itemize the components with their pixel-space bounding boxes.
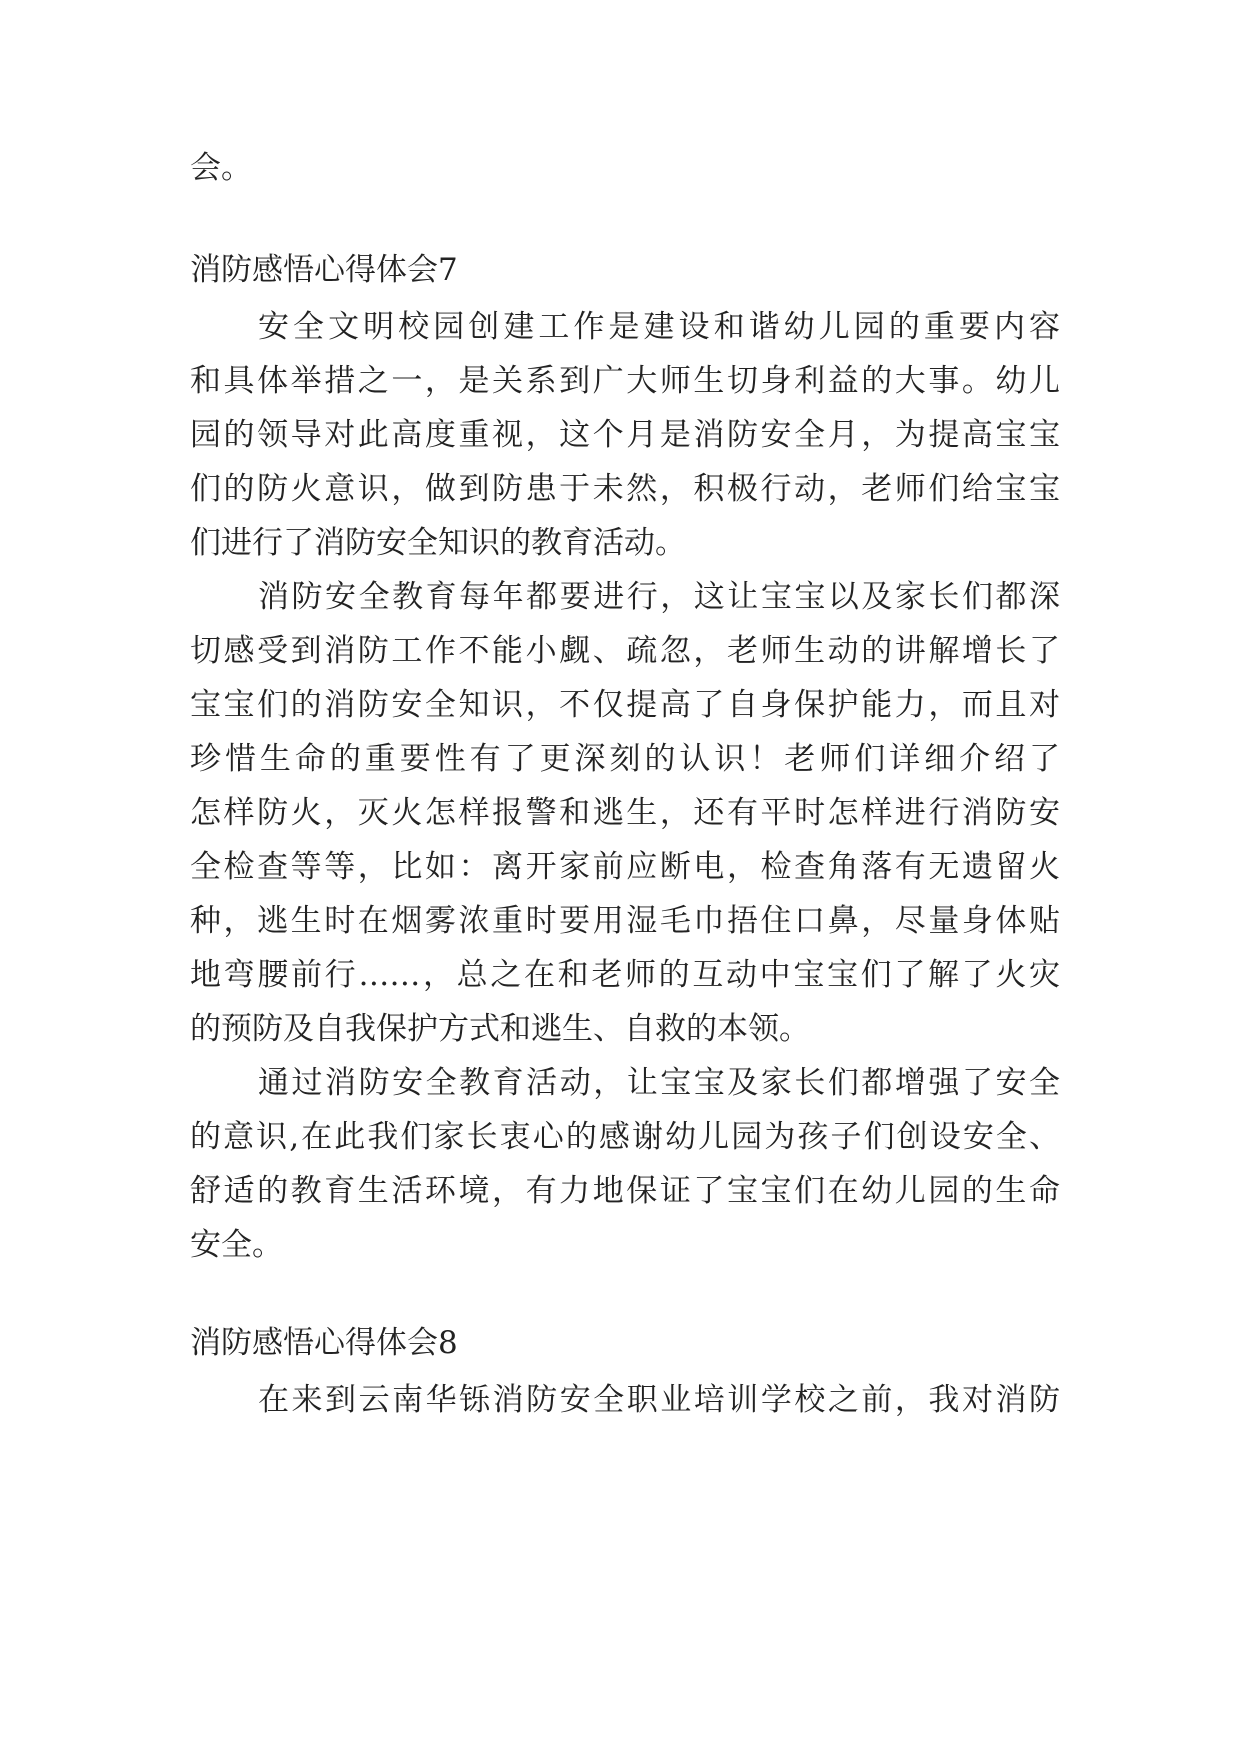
paragraph-line: 切感受到消防工作不能小觑、疏忽，老师生动的讲解增长了 (190, 633, 1060, 669)
paragraph-line: 的意识,在此我们家长衷心的感谢幼儿园为孩子们创设安全、 (190, 1119, 1060, 1155)
paragraph-line: 安全文明校园创建工作是建设和谐幼儿园的重要内容 (258, 309, 1060, 345)
paragraph-line: 种，逃生时在烟雾浓重时要用湿毛巾捂住口鼻，尽量身体贴 (190, 903, 1060, 939)
paragraph-line: 舒适的教育生活环境，有力地保证了宝宝们在幼儿园的生命 (190, 1173, 1060, 1209)
section-heading-7: 消防感悟心得体会7 (190, 252, 458, 288)
paragraph-line: 通过消防安全教育活动，让宝宝及家长们都增强了安全 (258, 1065, 1060, 1101)
paragraph-line: 们进行了消防安全知识的教育活动。 (190, 525, 686, 561)
paragraph-line: 地弯腰前行……，总之在和老师的互动中宝宝们了解了火灾 (190, 957, 1060, 993)
paragraph-line: 园的领导对此高度重视，这个月是消防安全月，为提高宝宝 (190, 417, 1060, 453)
paragraph-line: 的预防及自我保护方式和逃生、自救的本领。 (190, 1011, 810, 1047)
paragraph-line: 珍惜生命的重要性有了更深刻的认识！老师们详细介绍了 (190, 741, 1060, 777)
paragraph-line: 全检查等等，比如：离开家前应断电，检查角落有无遗留火 (190, 849, 1060, 885)
paragraph-line: 和具体举措之一，是关系到广大师生切身利益的大事。幼儿 (190, 363, 1060, 399)
paragraph-line: 消防安全教育每年都要进行，这让宝宝以及家长们都深 (258, 579, 1060, 615)
paragraph-end-line: 会。 (190, 150, 252, 186)
paragraph-line: 在来到云南华铄消防安全职业培训学校之前，我对消防 (258, 1382, 1060, 1418)
paragraph-line: 宝宝们的消防安全知识，不仅提高了自身保护能力，而且对 (190, 687, 1060, 723)
paragraph-line: 安全。 (190, 1227, 283, 1263)
paragraph-line: 们的防火意识，做到防患于未然，积极行动，老师们给宝宝 (190, 471, 1060, 507)
paragraph-line: 怎样防火，灭火怎样报警和逃生，还有平时怎样进行消防安 (190, 795, 1060, 831)
section-heading-8: 消防感悟心得体会8 (190, 1325, 458, 1361)
